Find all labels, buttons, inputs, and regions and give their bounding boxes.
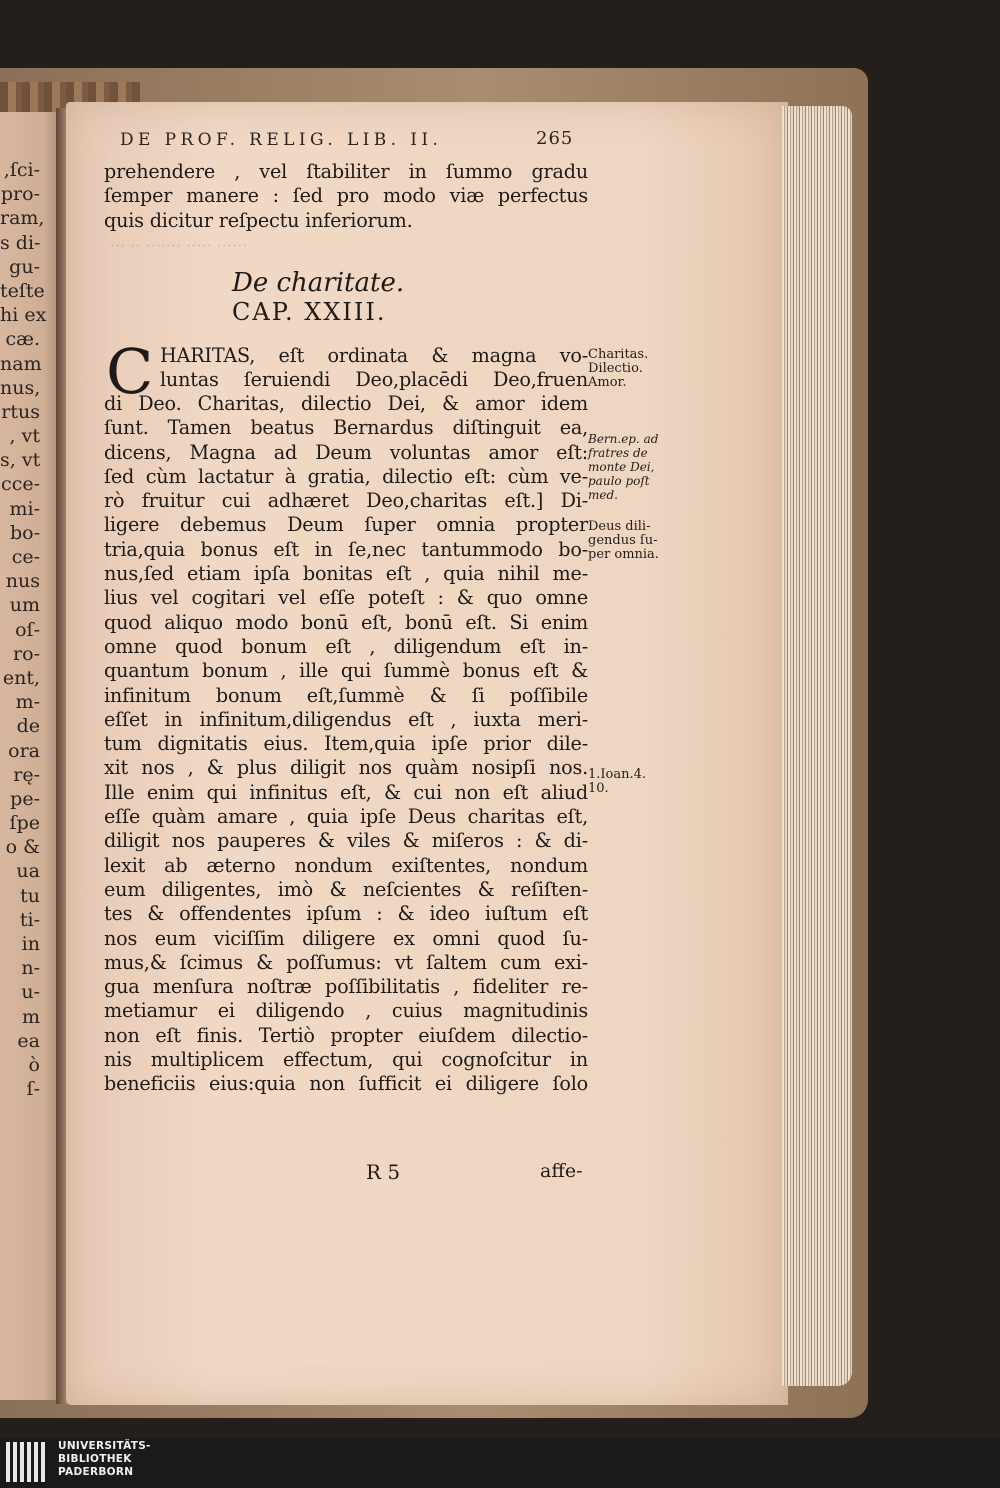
left-fragment: mi- (9, 497, 40, 520)
margin-note-deus (588, 520, 659, 562)
left-fragment: ent, (2, 666, 40, 689)
left-fragment: m (21, 1005, 40, 1028)
margin-note-line: fratres de (588, 446, 648, 460)
left-fragment: um (9, 594, 40, 617)
text-line: ſemper manere : ſed pro modo viæ perfectus (104, 184, 588, 208)
left-fragment: gu- (9, 255, 40, 278)
first-lines (160, 344, 588, 393)
text-line: ligere debemus Deum ſuper omnia propter (104, 513, 588, 537)
left-fragment: in (21, 933, 40, 955)
margin-note-line: Deus dili- (588, 519, 651, 534)
text-line: infinitum bonum eſt,ſummè & ſi poſſibile (104, 683, 588, 707)
text-line: dicens, Magna ad Deum voluntas amor eſt: (104, 440, 588, 464)
text-line: lexit ab æterno nondum exiſtentes, nondum (104, 853, 588, 877)
page-number: 265 (536, 128, 574, 149)
logo-line: PADERBORN (58, 1466, 134, 1478)
text-line: ſed cùm lactatur à gratia, dilectio eſt: cùm ve- (104, 464, 588, 488)
text-line: eum diligentes, imò & neſcientes & reſiſten- (104, 877, 588, 901)
left-fragment: ce- (11, 546, 40, 568)
text-line: nus,ſed etiam ipſa bonitas eſt , quia nihil me- (104, 562, 588, 586)
margin-note-john (588, 768, 646, 796)
catchword: affe- (540, 1160, 583, 1182)
intro-text (104, 160, 588, 233)
margin-note-line: paulo poſt (588, 474, 650, 488)
page-edges (782, 106, 852, 1386)
show-through: ··· ·· ······· ····· ······ (110, 236, 248, 255)
text-line: di Deo. Charitas, dilectio Dei, & amor idem (104, 392, 588, 415)
text-line: diligit nos pauperes & viles & miſeros : & di- (104, 829, 588, 853)
text-line: quantum bonum , ille qui ſummè bonus eſt & (104, 659, 588, 683)
logo-line: UNIVERSITÄTS- (58, 1440, 151, 1452)
text-line: rò fruitur cui adhæret Deo,charitas eſt.] Di- (104, 489, 588, 513)
text-line: omne quod bonum eſt , diligendum eſt in- (104, 634, 588, 658)
left-fragment: ua (16, 860, 40, 883)
margin-note-line: Amor. (588, 375, 627, 390)
left-fragment: ea (17, 1029, 40, 1052)
signature-mark: R 5 (366, 1160, 401, 1184)
left-fragment: ti- (19, 908, 40, 931)
left-fragment: n- (21, 957, 40, 980)
text-line: nis multiplicem effectum, qui cognoſcitur in (104, 1048, 588, 1072)
left-fragment: nus (5, 570, 40, 593)
left-fragment: pro- (0, 183, 40, 206)
left-fragment: oſ- (15, 618, 40, 641)
margin-note-charitas (588, 348, 648, 390)
left-fragment: cæ. (5, 328, 40, 351)
text-line: prehendere , vel ſtabiliter in ſummo gradu (104, 160, 588, 183)
text-line: nos eum viciſſim diligere ex omni quod ſu- (104, 926, 588, 950)
text-line: eſſe quàm amare , quia ipſe Deus charitas eſt, (104, 805, 588, 829)
text-line: ſunt. Tamen beatus Bernardus diſtinguit ea, (104, 416, 588, 440)
text-line: quis dicitur reſpectu inferiorum. (104, 208, 413, 232)
margin-note-line: per omnia. (588, 547, 659, 562)
left-fragment (0, 1101, 40, 1125)
left-fragment: ram, (0, 207, 45, 230)
margin-note-line: 1.Ioan.4. (588, 767, 647, 782)
text-line: xit nos , & plus diligit nos quàm nosipſi nos. (104, 756, 588, 780)
text-line: HARITAS, eſt ordinata & magna vo- (160, 344, 588, 367)
logo-line: BIBLIOTHEK (58, 1453, 132, 1465)
left-fragment: , vt (9, 425, 40, 448)
text-line: eſſet in infinitum,diligendus eſt , iuxta meri- (104, 707, 588, 731)
text-line: luntas ſeruiendi Deo,placēdi Deo,fruen (160, 368, 588, 392)
left-fragment: cce- (1, 473, 40, 496)
left-fragment: u- (21, 981, 40, 1004)
drop-cap: C (106, 335, 154, 408)
text-line: tes & offendentes ipſum : & ideo iuſtum eſt (104, 902, 588, 926)
text-line: metiamur ei diligendo , cuius magnitudinis (104, 999, 588, 1023)
text-line: mus,& ſcimus & poſſumus: vt ſaltem cum exi- (104, 950, 588, 974)
left-fragment: pe- (10, 787, 40, 810)
left-fragment: ro- (13, 642, 40, 665)
left-fragment: ,ſci- (3, 159, 40, 181)
left-fragment: ſ- (26, 1078, 40, 1101)
text-line: quod aliquo modo bonū eſt, bonū eſt. Si enim (104, 610, 588, 634)
text-line: non eſt finis. Tertiò propter eiuſdem dilectio- (104, 1023, 588, 1047)
left-fragment: nus, (0, 376, 41, 399)
margin-note-line: gendus ſu- (588, 533, 658, 548)
text-line: lius vel cogitari vel eſſe poteſt : & quo omne (104, 586, 588, 610)
margin-note-line: Dilectio. (588, 361, 643, 376)
left-page-text (0, 158, 47, 1126)
text-line: gua menſura noſtræ poſſibilitatis , fideliter re- (104, 975, 588, 999)
left-fragment: ſpe (9, 812, 40, 835)
margin-note-bernard (588, 432, 658, 502)
library-logo-text (58, 1440, 151, 1479)
margin-note-line: 10. (588, 781, 609, 796)
body-text (104, 392, 588, 1097)
left-fragment: tu (20, 884, 40, 907)
left-fragment: bo- (9, 521, 40, 544)
running-head: DE PROF. RELIG. LIB. II. (120, 130, 443, 150)
left-fragment: s, vt (0, 449, 41, 472)
left-fragment: de (16, 715, 40, 738)
left-fragment: ora (8, 739, 40, 762)
margin-note-line: Charitas. (588, 347, 649, 362)
left-fragment: m- (15, 691, 40, 714)
left-fragment: s di- (0, 231, 41, 254)
text-line: tria,quia bonus eſt in ſe,nec tantummodo bo- (104, 537, 588, 561)
left-fragment: teſte (0, 279, 45, 302)
chapter-title: CAP. XXIII. (232, 298, 387, 326)
left-fragment: hi ex (0, 304, 47, 327)
margin-note-line: monte Dei, (588, 460, 655, 474)
left-fragment: nam (0, 352, 42, 375)
left-fragment: rę- (13, 763, 40, 786)
section-heading: De charitate. (232, 268, 405, 298)
left-fragment: ò (28, 1053, 40, 1076)
margin-note-line: Bern.ep. ad (588, 432, 659, 446)
margin-note-line: med. (588, 488, 618, 502)
left-fragment: rtus (1, 400, 40, 423)
text-line: beneficiis eius:quia non ſufficit ei diligere ſolo (104, 1072, 588, 1096)
left-fragment: o & (5, 836, 40, 859)
library-logo-icon (6, 1442, 50, 1482)
text-line: Ille enim qui infinitus eſt, & cui non eſt aliud (104, 780, 588, 804)
text-line: tum dignitatis eius. Item,quia ipſe prior dile- (104, 732, 588, 756)
